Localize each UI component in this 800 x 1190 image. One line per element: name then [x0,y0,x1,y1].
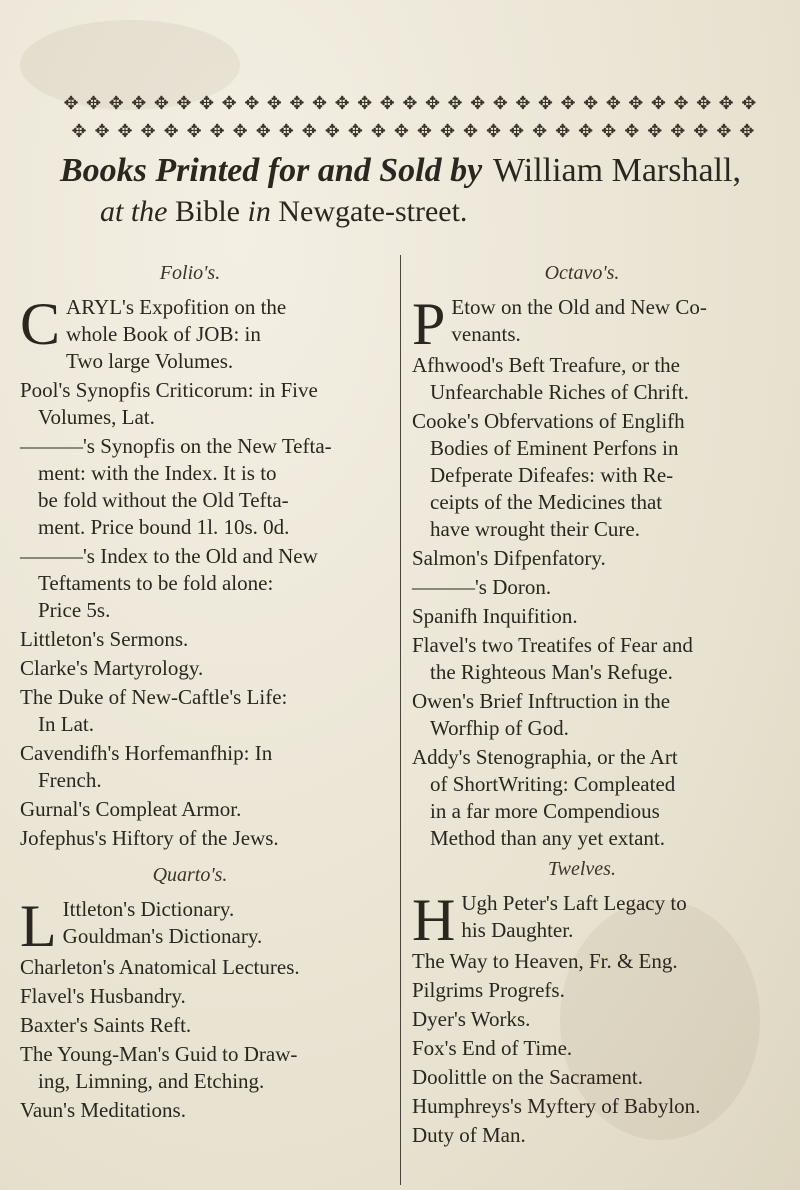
book-entry [412,1035,752,1062]
ornament-glyph: ✥ [94,120,110,142]
subtitle-at: at the [100,195,168,228]
entry-line: the Righteous Man's Refuge. [430,660,673,684]
drop-cap: C [20,291,61,357]
entry-line: Unfearchable Riches of Chrift. [430,380,689,404]
book-entry [20,433,360,541]
subtitle-street: Newgate-street. [278,195,468,228]
book-entry [20,1041,360,1095]
ornament-glyph: ✥ [578,120,594,142]
book-entry [412,1064,752,1091]
entry-line: Vaun's Meditations. [20,1098,186,1122]
entry-line: Littleton's Sermons. [20,627,189,651]
ornament-glyph: ✥ [509,120,525,142]
title-italic: Books Printed for and Sold by [60,152,483,189]
entry-line: In Lat. [38,712,94,736]
entry-line: ———'s Synopfis on the New Tefta- [20,434,332,458]
entry-line: Jofephus's Hiftory of the Jews. [20,826,279,850]
ornament-glyph: ✥ [402,92,418,114]
entry-line: Bodies of Eminent Perfons in [430,436,679,460]
section-heading-quarto: Quarto's. [152,864,228,886]
entry-line: Spanifh Inquifition. [412,604,578,628]
entry-line: Gurnal's Compleat Armor. [20,797,242,821]
ornament-glyph: ✥ [379,92,395,114]
ornament-glyph: ✥ [693,120,709,142]
ornament-glyph: ✥ [716,120,732,142]
entry-line: ing, Limning, and Etching. [38,1069,265,1093]
section-heading-twelves: Twelves. [548,858,616,880]
book-entry [20,825,360,852]
entry-line: whole Book of JOB: in [66,322,261,346]
ornament-glyph: ✥ [424,92,441,114]
ornament-glyph: ✥ [583,92,599,114]
column-divider [400,255,401,1185]
ornament-glyph: ✥ [186,120,202,142]
entry-line: Volumes, Lat. [38,405,155,429]
entry-line: Humphreys's Myftery of Babylon. [412,1094,701,1118]
book-entry [20,954,360,981]
ornament-glyph: ✥ [624,120,640,142]
entry-line: Worfhip of God. [430,716,569,740]
ornament-glyph: ✥ [647,120,663,142]
book-entry [412,744,752,852]
section-heading-octavo: Octavo's. [544,262,620,284]
entry-line: Defperate Difeafes: with Re- [430,463,674,487]
drop-cap: L [20,893,57,959]
ornament-glyph: ✥ [470,92,486,114]
ornament-glyph: ✥ [209,120,225,142]
entry-line: Flavel's Husbandry. [20,984,186,1008]
entry-line: Cavendifh's Horfemanfhip: In [20,741,273,765]
entry-line: be fold without the Old Tefta- [38,488,289,512]
title-bookseller: William Marshall, [493,152,741,189]
entry-line: Clarke's Martyrology. [20,656,204,680]
entry-line: French. [38,768,102,792]
entry-line: Cooke's Obfervations of Englifh [412,409,685,433]
ornament-glyph: ✥ [311,92,328,114]
entry-line: Addy's Stenographia, or the Art [412,745,678,769]
ornament-glyph: ✥ [462,120,479,142]
ornament-glyph: ✥ [718,92,734,114]
book-entry [20,1097,360,1124]
ornament-glyph: ✥ [486,120,502,142]
ornament-glyph: ✥ [108,92,124,114]
book-entry [20,377,360,431]
right-column [412,260,752,1151]
entry-line: ———'s Doron. [412,575,552,599]
entry-line: Etow on the Old and New Co- [451,295,707,319]
ornament-glyph: ✥ [739,120,755,142]
book-entry [20,740,360,794]
left-column [20,260,360,1126]
book-entry [412,545,752,572]
entry-line: Ittleton's Dictionary. [62,897,235,921]
book-entry [20,291,360,375]
book-entry [412,408,752,543]
ornament-glyph: ✥ [266,92,282,114]
ornament-border-bottom [68,120,758,142]
ornament-glyph: ✥ [301,120,317,142]
entry-line: Dyer's Works. [412,1007,531,1031]
ornament-glyph: ✥ [278,120,294,142]
subtitle-sign: Bible [175,195,240,228]
ornament-glyph: ✥ [696,92,712,114]
entry-line: The Duke of New-Caftle's Life: [20,685,288,709]
entry-line: Charleton's Anatomical Lectures. [20,955,300,979]
book-entry [412,603,752,630]
ornament-glyph: ✥ [560,92,576,114]
ornament-glyph: ✥ [244,92,260,114]
book-entry [20,893,360,959]
ornament-glyph: ✥ [532,120,548,142]
book-entry [412,352,752,406]
ornament-glyph: ✥ [673,92,689,114]
book-entry [20,684,360,738]
entry-line: Salmon's Difpenfatory. [412,546,606,570]
entry-line: have wrought their Cure. [430,517,640,541]
ornament-glyph: ✥ [492,92,508,114]
section-heading-folio: Folio's. [159,262,221,284]
ornament-glyph: ✥ [334,92,350,114]
ornament-glyph: ✥ [515,92,531,114]
twelves-list [412,887,752,1149]
ornament-glyph: ✥ [255,120,271,142]
ornament-glyph: ✥ [370,120,386,142]
ornament-glyph: ✥ [650,92,666,114]
ornament-glyph: ✥ [347,120,363,142]
quarto-list [20,893,360,1124]
entry-line: Teftaments to be fold alone: [38,571,274,595]
ornament-glyph: ✥ [232,120,248,142]
entry-line: Fox's End of Time. [412,1036,573,1060]
ornament-glyph: ✥ [153,92,169,114]
ornament-glyph: ✥ [63,92,79,114]
entry-line: of ShortWriting: Compleated [430,772,676,796]
book-entry [412,977,752,1004]
ornament-border-top [60,92,760,114]
ornament-glyph: ✥ [163,120,179,142]
entry-line: ment: with the Index. It is to [38,461,277,485]
entry-line: venants. [451,322,521,346]
folio-list [20,291,360,852]
book-entry [412,688,752,742]
drop-cap: H [412,887,456,953]
ornament-glyph: ✥ [439,120,456,142]
book-entry [20,543,360,624]
entry-line: Owen's Brief Inftruction in the [412,689,671,713]
entry-line: ARYL's Expofition on the [66,295,287,319]
book-entry [412,291,752,357]
ornament-glyph: ✥ [628,92,644,114]
ornament-glyph: ✥ [741,92,757,114]
book-entry [412,948,752,975]
entry-line: Gouldman's Dictionary. [62,924,263,948]
ornament-glyph: ✥ [289,92,305,114]
entry-line: in a far more Compendious [430,799,660,823]
book-entry [20,796,360,823]
book-entry [412,1093,752,1120]
book-entry [412,574,752,601]
entry-line: Ugh Peter's Laft Legacy to [461,891,687,915]
ornament-glyph: ✥ [447,92,463,114]
entry-line: Two large Volumes. [66,349,234,373]
ornament-glyph: ✥ [555,120,571,142]
ornament-glyph: ✥ [605,92,621,114]
book-entry [412,1006,752,1033]
page-title [60,150,780,191]
book-entry [412,632,752,686]
ornament-glyph: ✥ [140,120,156,142]
ornament-glyph: ✥ [393,120,409,142]
book-entry [20,983,360,1010]
ornament-glyph: ✥ [71,120,87,142]
entry-line: The Young-Man's Guid to Draw- [20,1042,298,1066]
ornament-glyph: ✥ [416,120,433,142]
page-subtitle [100,194,760,230]
ornament-glyph: ✥ [199,92,215,114]
ornament-glyph: ✥ [324,120,340,142]
entry-line: Doolittle on the Sacrament. [412,1065,643,1089]
entry-line: Afhwood's Beft Treafure, or the [412,353,680,377]
ornament-glyph: ✥ [601,120,617,142]
drop-cap: P [412,291,446,357]
entry-line: Flavel's two Treatifes of Fear and [412,633,693,657]
subtitle-in: in [247,195,271,228]
entry-line: The Way to Heaven, Fr. & Eng. [412,949,678,973]
ornament-glyph: ✥ [670,120,686,142]
book-entry [20,1012,360,1039]
octavo-list [412,291,752,852]
ornament-glyph: ✥ [117,120,133,142]
ornament-glyph: ✥ [86,92,102,114]
entry-line: ment. Price bound 1l. 10s. 0d. [38,515,290,539]
entry-line: Baxter's Saints Reft. [20,1013,192,1037]
book-entry [20,626,360,653]
book-entry [412,1122,752,1149]
entry-line: his Daughter. [461,918,574,942]
entry-line: Pilgrims Progrefs. [412,978,565,1002]
entry-line: Pool's Synopfis Criticorum: in Five [20,378,318,402]
entry-line: Method than any yet extant. [430,826,666,850]
book-entry [412,887,752,953]
ornament-glyph: ✥ [176,92,192,114]
book-entry [20,655,360,682]
entry-line: ceipts of the Medicines that [430,490,663,514]
ornament-glyph: ✥ [221,92,237,114]
entry-line: Price 5s. [38,598,111,622]
ornament-glyph: ✥ [357,92,373,114]
ornament-glyph: ✥ [131,92,147,114]
entry-line: ———'s Index to the Old and New [20,544,318,568]
entry-line: Duty of Man. [412,1123,526,1147]
ornament-glyph: ✥ [537,92,554,114]
